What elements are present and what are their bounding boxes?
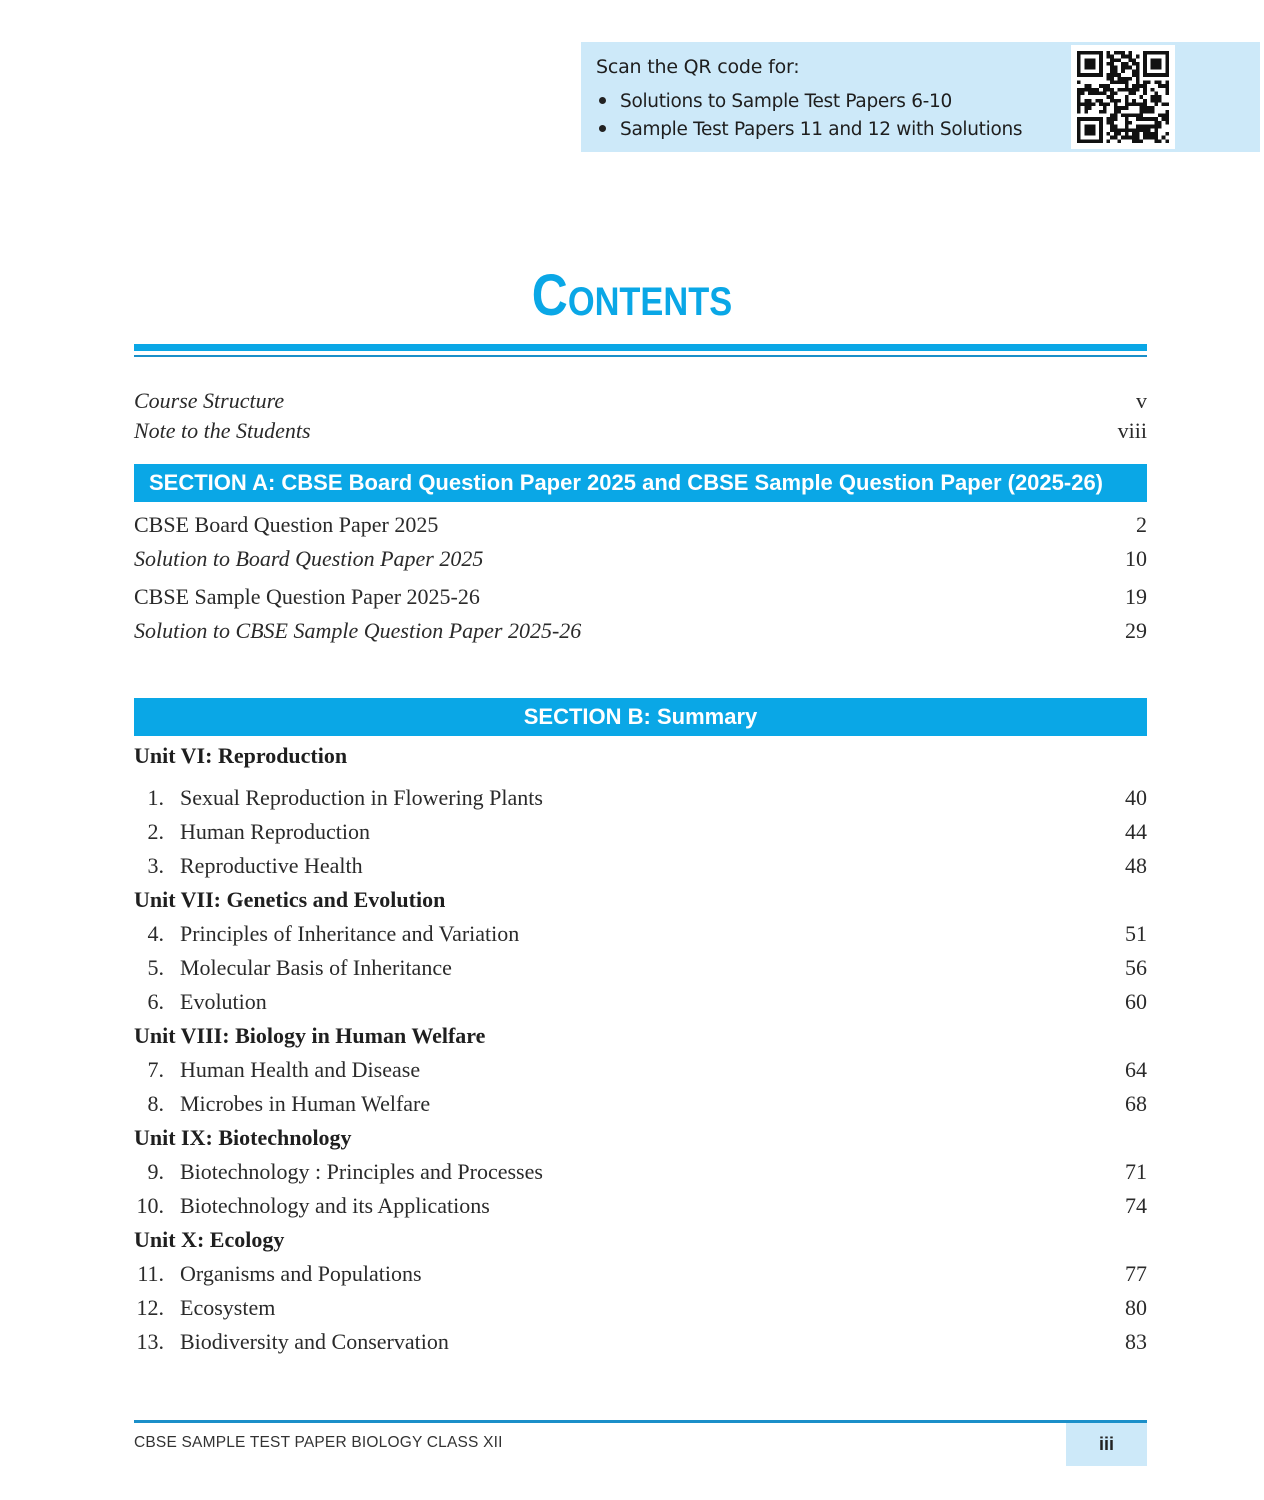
footer-book-title: CBSE SAMPLE TEST PAPER BIOLOGY CLASS XII xyxy=(134,1434,503,1451)
chapter-number: 1. xyxy=(147,785,164,810)
chapter-page: 48 xyxy=(1125,853,1147,878)
chapter-title: Microbes in Human Welfare xyxy=(180,1091,431,1116)
chapter-title: Evolution xyxy=(180,989,267,1014)
toc-entry[interactable] xyxy=(134,582,1147,612)
chapter-entry[interactable] xyxy=(134,851,1147,881)
unit-title: Unit VI: Reproduction xyxy=(134,743,348,768)
toc-entry[interactable] xyxy=(134,544,1147,574)
toc-entry-page: v xyxy=(1136,388,1147,413)
chapter-title: Human Reproduction xyxy=(180,819,371,844)
chapter-number: 5. xyxy=(147,955,164,980)
chapter-entry[interactable] xyxy=(134,1327,1147,1357)
chapter-entry[interactable] xyxy=(134,1055,1147,1085)
chapter-title: Principles of Inheritance and Variation xyxy=(180,921,520,946)
toc-entry-label: Solution to CBSE Sample Question Paper 2025-26 xyxy=(134,618,582,643)
qr-banner-list xyxy=(596,88,1022,144)
toc-entry-label: Course Structure xyxy=(134,388,285,413)
chapter-page: 77 xyxy=(1125,1261,1147,1286)
chapter-page: 40 xyxy=(1125,785,1147,810)
chapter-entry[interactable] xyxy=(134,1089,1147,1119)
toc-entry-label: CBSE Sample Question Paper 2025-26 xyxy=(134,584,480,609)
bullet-icon xyxy=(599,125,606,132)
chapter-title: Human Health and Disease xyxy=(180,1057,421,1082)
chapter-title: Biodiversity and Conservation xyxy=(180,1329,449,1354)
chapter-entry[interactable] xyxy=(134,817,1147,847)
toc-entry-page: 19 xyxy=(1125,584,1147,609)
qr-banner-item-text: Solutions to Sample Test Papers 6-10 xyxy=(620,91,952,112)
page-title-initial: C xyxy=(531,263,568,328)
chapter-number: 9. xyxy=(147,1159,164,1184)
chapter-page: 80 xyxy=(1125,1295,1147,1320)
section-a-heading: SECTION A: CBSE Board Question Paper 2025 and CBSE Sample Question Paper (2025-26) xyxy=(134,464,1147,502)
qr-code-icon[interactable] xyxy=(1071,45,1175,149)
chapter-title: Ecosystem xyxy=(180,1295,276,1320)
chapter-entry[interactable] xyxy=(134,1157,1147,1187)
chapter-number: 7. xyxy=(147,1057,164,1082)
bullet-icon xyxy=(599,97,606,104)
chapter-page: 68 xyxy=(1125,1091,1147,1116)
chapter-number: 3. xyxy=(147,853,164,878)
toc-entry[interactable] xyxy=(134,510,1147,540)
toc-entry-label: CBSE Board Question Paper 2025 xyxy=(134,512,439,537)
chapter-page: 44 xyxy=(1125,819,1147,844)
chapter-entry[interactable] xyxy=(134,1293,1147,1323)
chapter-number: 6. xyxy=(147,989,164,1014)
chapter-title: Reproductive Health xyxy=(180,853,363,878)
unit-heading xyxy=(134,1123,1147,1153)
toc-entry-page: 10 xyxy=(1125,546,1147,571)
chapter-number: 12. xyxy=(136,1295,164,1320)
chapter-entry[interactable] xyxy=(134,783,1147,813)
toc-entry-note-to-students[interactable] xyxy=(134,416,1147,446)
chapter-title: Molecular Basis of Inheritance xyxy=(180,955,452,980)
toc-entry-page: viii xyxy=(1117,418,1147,443)
chapter-number: 11. xyxy=(137,1261,164,1286)
chapter-page: 60 xyxy=(1125,989,1147,1014)
footer-page-number: iii xyxy=(1066,1423,1147,1466)
chapter-number: 8. xyxy=(147,1091,164,1116)
toc-entry-label: Note to the Students xyxy=(134,418,311,443)
chapter-entry[interactable] xyxy=(134,953,1147,983)
unit-title: Unit VIII: Biology in Human Welfare xyxy=(134,1023,486,1048)
chapter-page: 71 xyxy=(1125,1159,1147,1184)
chapter-title: Sexual Reproduction in Flowering Plants xyxy=(180,785,543,810)
page-title xyxy=(88,262,1175,329)
chapter-number: 13. xyxy=(136,1329,164,1354)
toc-entry[interactable] xyxy=(134,616,1147,646)
unit-title: Unit X: Ecology xyxy=(134,1227,285,1252)
chapter-number: 2. xyxy=(147,819,164,844)
qr-banner-item-text: Sample Test Papers 11 and 12 with Solutions xyxy=(620,119,1023,140)
unit-title: Unit VII: Genetics and Evolution xyxy=(134,887,446,912)
unit-title: Unit IX: Biotechnology xyxy=(134,1125,352,1150)
chapter-entry[interactable] xyxy=(134,1191,1147,1221)
title-rule-thick xyxy=(134,344,1147,351)
unit-heading xyxy=(134,1021,1147,1051)
title-rule-thin xyxy=(134,355,1147,357)
toc-entry-label: Solution to Board Question Paper 2025 xyxy=(134,546,484,571)
unit-heading xyxy=(134,1225,1147,1255)
page-title-rest: ONTENTS xyxy=(567,280,733,324)
chapter-number: 10. xyxy=(136,1193,164,1218)
unit-heading xyxy=(134,885,1147,915)
qr-banner xyxy=(581,42,1260,152)
chapter-entry[interactable] xyxy=(134,919,1147,949)
qr-banner-title: Scan the QR code for: xyxy=(596,56,800,78)
toc-entry-course-structure[interactable] xyxy=(134,386,1147,416)
section-b-heading: SECTION B: Summary xyxy=(134,698,1147,736)
chapter-page: 74 xyxy=(1125,1193,1147,1218)
chapter-entry[interactable] xyxy=(134,987,1147,1017)
chapter-page: 64 xyxy=(1125,1057,1147,1082)
chapter-page: 83 xyxy=(1125,1329,1147,1354)
chapter-page: 56 xyxy=(1125,955,1147,980)
chapter-title: Organisms and Populations xyxy=(180,1261,422,1286)
toc-entry-page: 2 xyxy=(1136,512,1147,537)
chapter-title: Biotechnology and its Applications xyxy=(180,1193,490,1218)
unit-heading xyxy=(134,741,1147,771)
chapter-number: 4. xyxy=(147,921,164,946)
chapter-entry[interactable] xyxy=(134,1259,1147,1289)
chapter-title: Biotechnology : Principles and Processes xyxy=(180,1159,543,1184)
chapter-page: 51 xyxy=(1125,921,1147,946)
qr-banner-item xyxy=(596,116,1022,144)
qr-banner-item xyxy=(596,88,1022,116)
footer-rule xyxy=(134,1420,1147,1423)
toc-entry-page: 29 xyxy=(1125,618,1147,643)
